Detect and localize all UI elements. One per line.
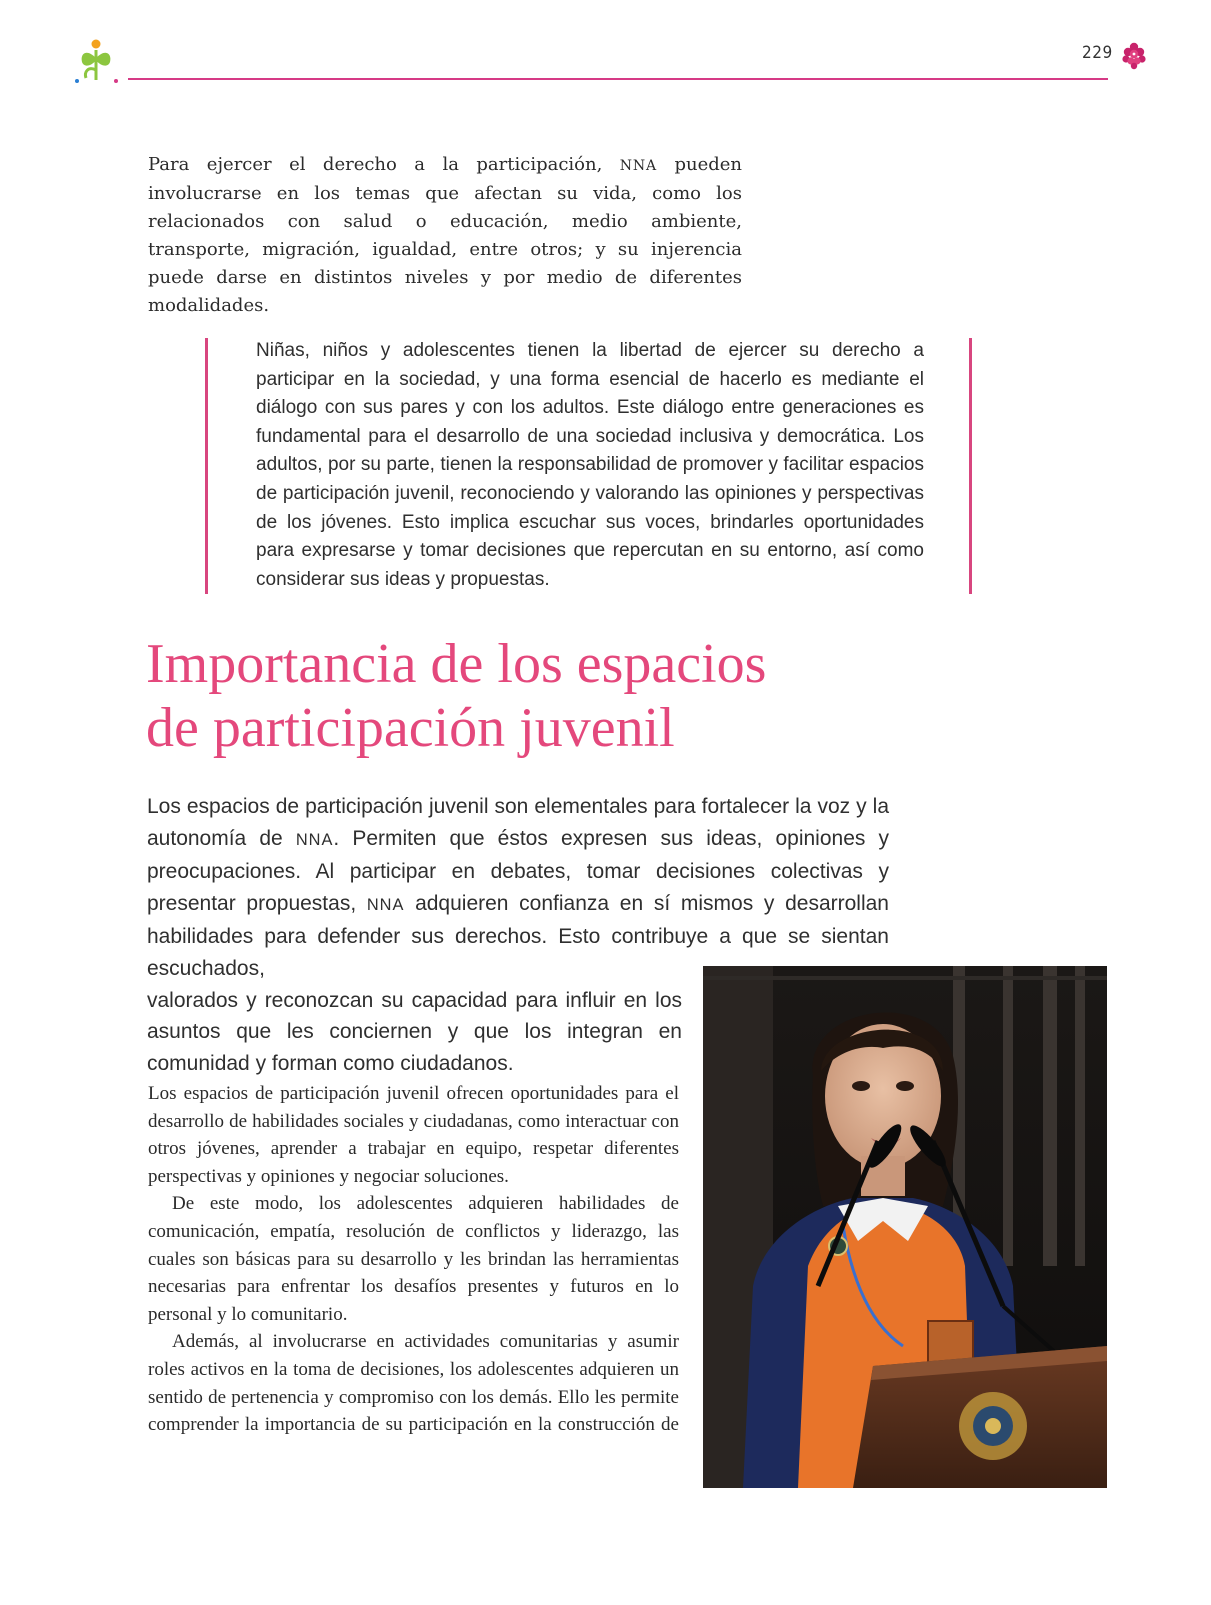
sprout-person-logo-icon bbox=[72, 36, 120, 86]
body-text bbox=[148, 1080, 679, 1439]
body-paragraph-1: Los espacios de participación juvenil ofrecen oportunidades para el desarrollo de habilidades sociales y ciudadanas, como interactuar con otros jóvenes, aprender a trabajar en equipo, respetar diferentes perspectivas y opiniones y negociar soluciones. bbox=[148, 1083, 679, 1187]
header-rule bbox=[128, 78, 1108, 80]
acronym-nna: NNA bbox=[295, 830, 334, 849]
lead-paragraph: Los espacios de participación juvenil son elementales para fortalecer la voz y la autonomía de NNA. Permiten que éstos expresen sus ideas, opiniones y preocupaciones. Al participar en debates, tomar decisiones colectivas y presentar propuestas, NNA adquieren confianza en sí mismos y desarrollan habilidades para defender sus derechos. Esto contribuye a que se sientan escuchados, valorados y reconozcan su capacidad para influir en los asuntos que les conciernen y que los integran en comunidad y forman como ciudadanos. bbox=[147, 795, 889, 1075]
section-title-line-1: Importancia de los espacios bbox=[146, 633, 767, 695]
young-woman-speaking-at-podium-photo bbox=[703, 966, 1107, 1488]
quote-bar-left bbox=[205, 338, 208, 594]
quote-block: Niñas, niños y adolescentes tienen la libertad de ejercer su derecho a participar en la sociedad, y una forma esencial de hacerlo es mediante el diálogo con sus pares y con los adultos. Este diálogo entre generaciones es fundamental para el desarrollo de una sociedad inclusiva y democrática. Los adultos, por su parte, tienen la responsabilidad de promover y facilitar espacios de participación juvenil, reconociendo y valorando las opiniones y perspectivas de los jóvenes. Esto implica escuchar sus voces, brindarles oportunidades para expresarse y tomar decisiones que repercutan en su entorno, así como considerar sus ideas y propuestas. bbox=[256, 340, 924, 590]
section-title bbox=[146, 632, 1046, 760]
acronym-nna: NNA bbox=[366, 895, 405, 914]
body-paragraph-2: De este modo, los adolescentes adquieren habilidades de comunicación, empatía, resolución de conflictos y liderazgo, las cuales son básicas para su desarrollo y les brindan las herramientas necesarias para enfrentar los desafíos presentes y futuros en lo personal y lo comunitario. bbox=[148, 1193, 679, 1325]
flower-ornament-icon bbox=[1118, 38, 1150, 70]
section-title-line-2: de participación juvenil bbox=[146, 697, 675, 759]
acronym-nna: NNA bbox=[619, 158, 658, 174]
body-paragraph-3: Además, al involucrarse en actividades comunitarias y asumir roles activos en la toma de decisiones, los adolescentes adquieren un sentido de pertenencia y compromiso con los demás. Ello les permite comprender la importancia de su participación en la construcción de bbox=[148, 1331, 679, 1436]
quote-bar-right bbox=[969, 338, 972, 594]
intro-paragraph: Para ejercer el derecho a la participación, NNA pueden involucrarse en los temas que afectan su vida, como los relacionados con salud o educación, medio ambiente, transporte, migración, igualdad, entre otros; y su injerencia puede darse en distintos niveles y por medio de diferentes modalidades. bbox=[148, 154, 743, 316]
page-number: 229 bbox=[1082, 43, 1113, 63]
